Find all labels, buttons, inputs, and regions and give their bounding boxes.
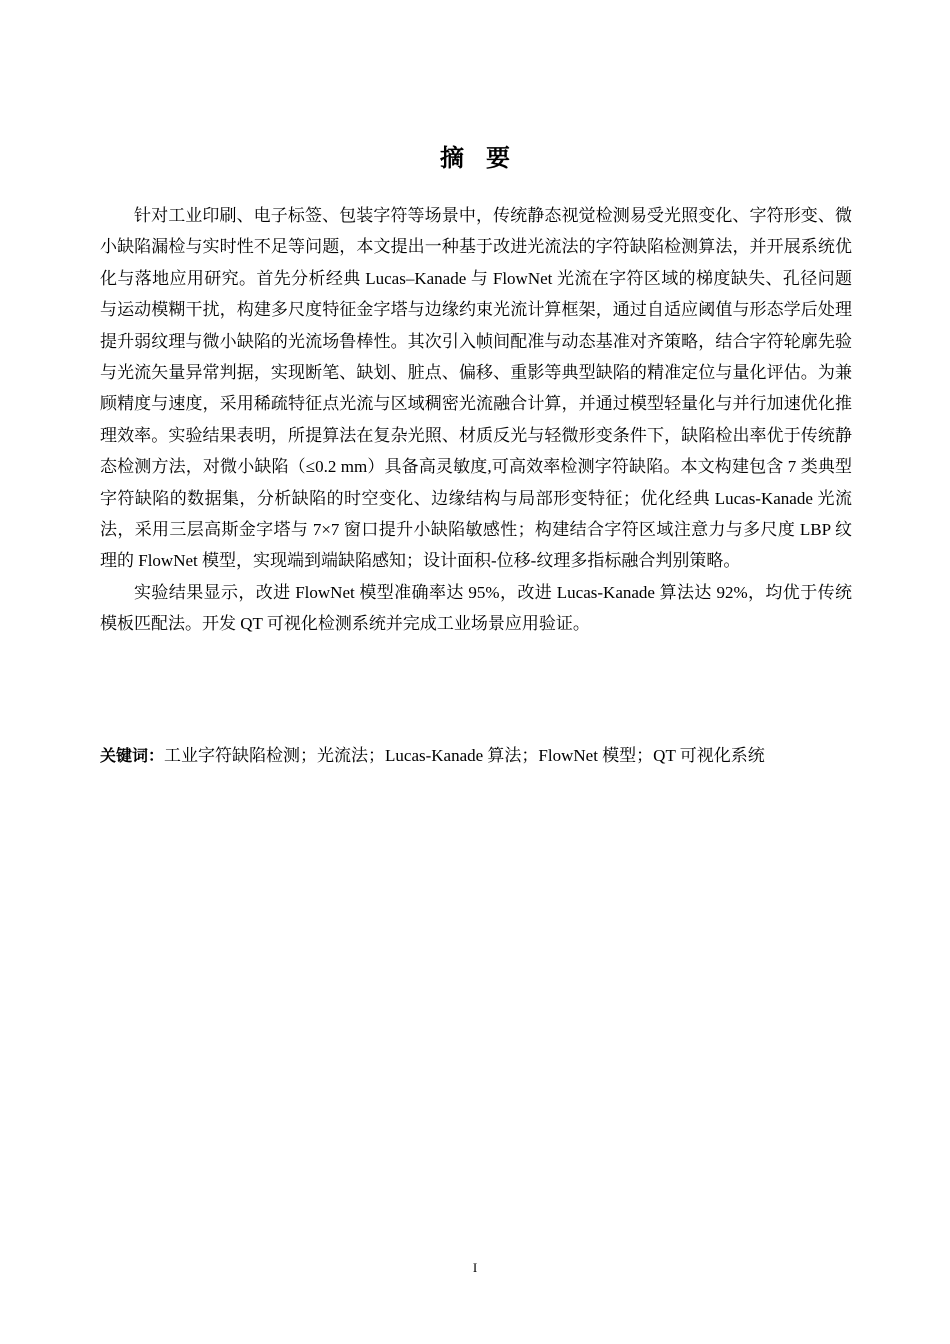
keywords-text: 工业字符缺陷检测；光流法；Lucas-Kanade 算法；FlowNet 模型；QT 可视化系统: [164, 746, 765, 765]
abstract-body: [100, 200, 852, 640]
abstract-heading-char-2: 要: [486, 144, 510, 172]
abstract-heading: [0, 140, 950, 176]
abstract-heading-char-1: 摘: [440, 144, 464, 172]
page-number: I: [472, 1260, 478, 1275]
abstract-paragraph-1: 针对工业印刷、电子标签、包装字符等场景中，传统静态视觉检测易受光照变化、字符形变、微小缺陷漏检与实时性不足等问题，本文提出一种基于改进光流法的字符缺陷检测算法，并开展系统优化与落地应用研究。首先分析经典 Lucas–Kanade 与 FlowNet 光流在字符区域的梯度缺失、孔径问题与运动模糊干扰，构建多尺度特征金字塔与边缘约束光流计算框架，通过自适应阈值与形态学后处理提升弱纹理与微小缺陷的光流场鲁棒性。其次引入帧间配准与动态基准对齐策略，结合字符轮廓先验与光流矢量异常判据，实现断笔、缺划、脏点、偏移、重影等典型缺陷的精准定位与量化评估。为兼顾精度与速度，采用稀疏特征点光流与区域稠密光流融合计算，并通过模型轻量化与并行加速优化推理效率。实验结果表明，所提算法在复杂光照、材质反光与轻微形变条件下，缺陷检出率优于传统静态检测方法，对微小缺陷（≤0.2 mm）具备高灵敏度,可高效率检测字符缺陷。本文构建包含 7 类典型字符缺陷的数据集，分析缺陷的时空变化、边缘结构与局部形变特征；优化经典 Lucas-Kanade 光流法，采用三层高斯金字塔与 7×7 窗口提升小缺陷敏感性；构建结合字符区域注意力与多尺度 LBP 纹理的 FlowNet 模型，实现端到端缺陷感知；设计面积-位移-纹理多指标融合判别策略。: [100, 206, 852, 571]
keywords-label: 关键词：: [100, 746, 165, 765]
abstract-paragraph-2: 实验结果显示，改进 FlowNet 模型准确率达 95%，改进 Lucas-Kanade 算法达 92%，均优于传统模板匹配法。开发 QT 可视化检测系统并完成工业场景应用验证。: [100, 582, 852, 634]
keywords-line: [100, 740, 860, 771]
